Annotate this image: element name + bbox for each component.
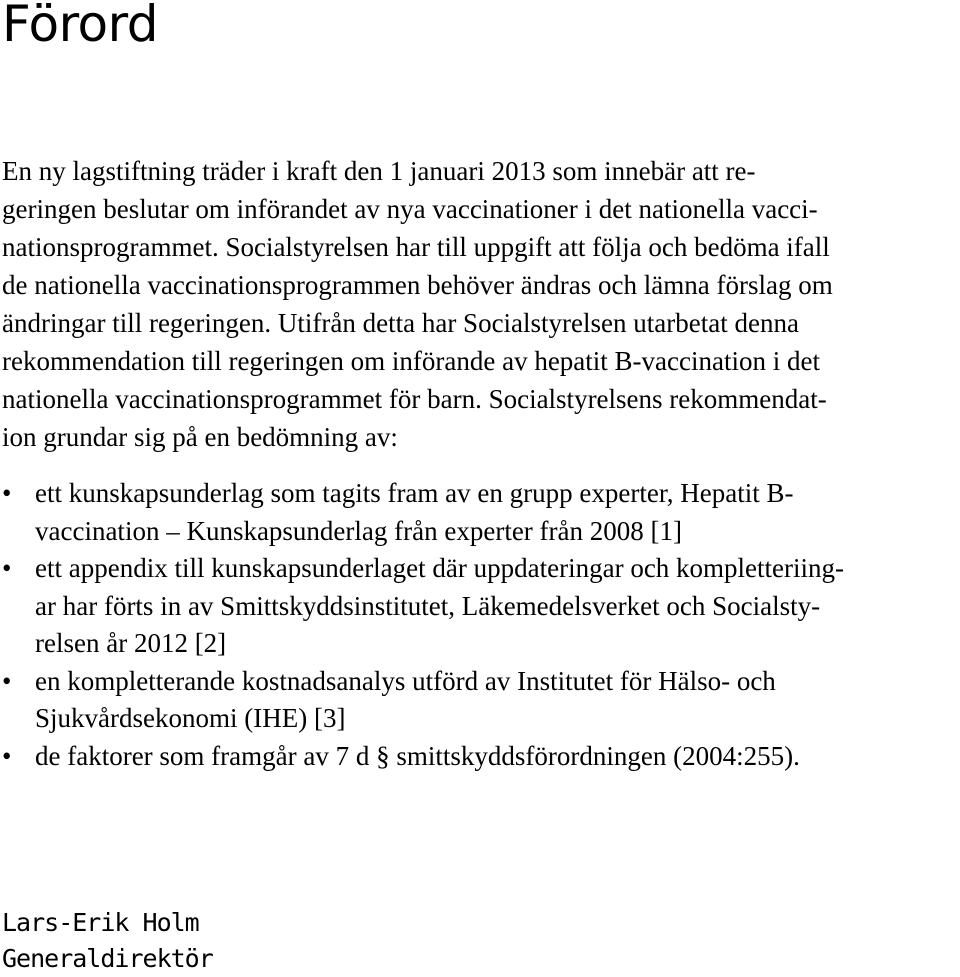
intro-line: ion grundar sig på en bedömning av:	[2, 422, 398, 452]
list-item-line: ett appendix till kunskapsunderlaget där uppdateringar och kompletteriing-	[35, 553, 845, 583]
signature-name: Lars-Erik Holm	[2, 908, 199, 937]
bullet-icon: •	[2, 665, 12, 696]
signature-block	[2, 905, 213, 977]
page-title: Förord	[2, 0, 159, 53]
intro-line: de nationella vaccinationsprogrammen behöver ändras och lämna förslag om	[2, 270, 833, 300]
list-item-line: ett kunskapsunderlag som tagits fram av en grupp experter, Hepatit B-	[35, 478, 794, 508]
list-item-line: ar har förts in av Smittskyddsinstitutet, Läkemedelsverket och Socialsty-	[35, 590, 821, 621]
intro-paragraph	[2, 152, 952, 456]
intro-line: ändringar till regeringen. Utifrån detta har Socialstyrelsen utarbetat denna	[2, 308, 799, 338]
list-item-line: Sjukvårdsekonomi (IHE) [3]	[35, 703, 346, 733]
list-item	[2, 738, 952, 776]
list-item-line: en kompletterande kostnadsanalys utförd av Institutet för Hälso- och	[35, 665, 776, 696]
list-item-line: vaccination – Kunskapsunderlag från experter från 2008 [1]	[35, 515, 682, 546]
list-item-line: de faktorer som framgår av 7 d § smittskyddsförordningen (2004:255).	[35, 740, 800, 771]
bullet-icon: •	[2, 740, 12, 771]
basis-list	[2, 475, 952, 775]
intro-line: geringen beslutar om införandet av nya vaccinationer i det nationella vacci-	[2, 194, 818, 224]
intro-line: En ny lagstiftning träder i kraft den 1 januari 2013 som innebär att re-	[2, 156, 756, 186]
intro-line: nationella vaccinationsprogrammet för barn. Socialstyrelsens rekommendat-	[2, 384, 827, 414]
intro-line: rekommendation till regeringen om införande av hepatit B-vaccination i det	[2, 346, 820, 376]
list-item	[2, 663, 952, 738]
bullet-icon: •	[2, 553, 12, 583]
bullet-icon: •	[2, 478, 12, 508]
list-item-line: relsen år 2012 [2]	[35, 628, 227, 658]
intro-line: nationsprogrammet. Socialstyrelsen har till uppgift att följa och bedöma ifall	[2, 232, 830, 262]
list-item	[2, 475, 952, 550]
signature-title: Generaldirektör	[2, 944, 213, 973]
list-item	[2, 550, 952, 663]
